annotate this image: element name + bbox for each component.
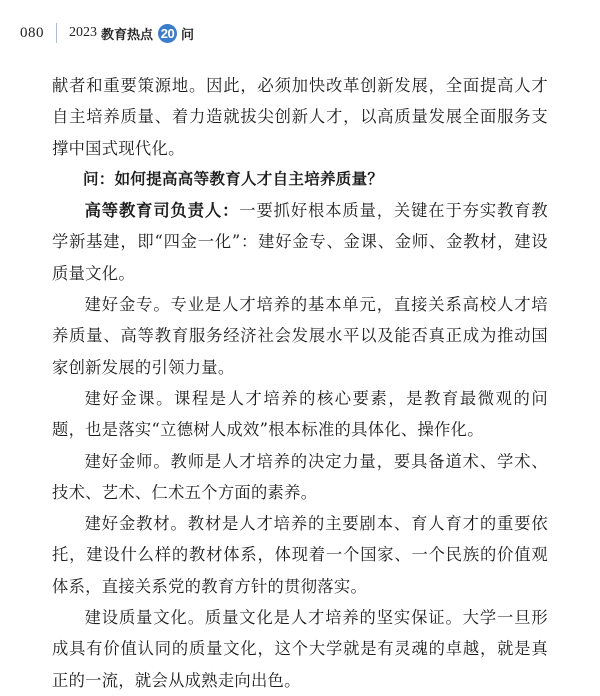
paragraph-text: 献者和重要策源地。因此，必须加快改革创新发展，全面提高人才自主培养质量、着力造就拔尖创新人才，以高质量发展全面服务支撑中国式现代化。 — [52, 76, 548, 158]
paragraph-text: 建好金课。课程是人才培养的核心要素，是教育最微观的问题，也是落实“立德树人成效”根本标准的具体化、操作化。 — [52, 388, 548, 440]
running-title-text: 教育热点 — [101, 27, 154, 43]
paragraph-golden-textbook — [52, 508, 548, 602]
paragraph-golden-teacher — [52, 446, 548, 509]
page-number: 080 — [20, 24, 44, 41]
speaker-label: 高等教育司负责人： — [84, 201, 240, 221]
running-title-suffix: 问 — [181, 27, 195, 43]
running-title-year: 2023 — [69, 25, 97, 40]
page-body — [52, 70, 548, 696]
running-title — [69, 24, 194, 43]
running-header — [20, 22, 194, 44]
header-divider — [56, 23, 57, 43]
answer-paragraph — [52, 195, 548, 289]
question-heading — [52, 164, 548, 195]
paragraph-text: 建好金教材。教材是人才培养的主要剧本、育人育才的重要依托，建设什么样的教材体系，体现着一个国家、一个民族的价值观体系，直接关系党的教育方针的贯彻落实。 — [52, 514, 548, 596]
paragraph-text: 建设质量文化。质量文化是人才培养的坚实保证。大学一旦形成具有价值认同的质量文化，这个大学就是有灵魂的卓越，就是真正的一流，就会从成熟走向出色。 — [52, 608, 548, 690]
paragraph-text: 建好金师。教师是人才培养的决定力量，要具备道术、学术、技术、艺术、仁术五个方面的素养。 — [52, 451, 548, 502]
paragraph-golden-major — [52, 289, 548, 383]
paragraph-continuation — [52, 70, 548, 164]
paragraph-text: 一要抓好根本质量，关键在于夯实教育教学新基建，即“四金一化”：建好金专、金课、金师、金教材，建设质量文化。 — [52, 201, 548, 283]
paragraph-quality-culture — [52, 602, 548, 696]
number-badge: 20 — [158, 24, 177, 43]
paragraph-golden-course — [52, 383, 548, 446]
paragraph-text: 建好金专。专业是人才培养的基本单元，直接关系高校人才培养质量、高等教育服务经济社会发展水平以及能否真正成为推动国家创新发展的引领力量。 — [52, 295, 548, 377]
question-text: 问：如何提高高等教育人才自主培养质量？ — [83, 169, 384, 188]
